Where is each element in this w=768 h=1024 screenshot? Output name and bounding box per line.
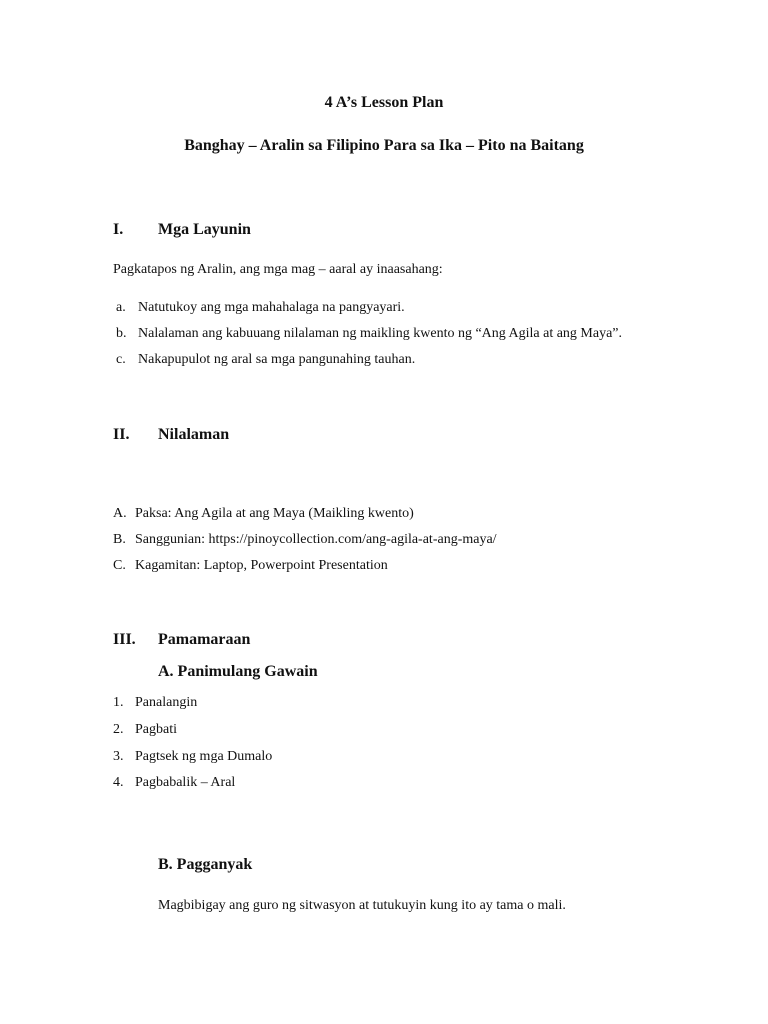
list-text: Natutukoy ang mga mahahalaga na pangyayari. <box>138 300 405 315</box>
list-item <box>113 775 513 795</box>
list-marker: 3. <box>113 749 124 764</box>
list-marker: c. <box>116 352 126 367</box>
list-marker: 2. <box>113 722 124 737</box>
section-heading-pamamaraan <box>113 631 513 653</box>
list-marker: a. <box>116 300 126 315</box>
list-text: Panalangin <box>135 695 198 710</box>
list-marker: 1. <box>113 695 124 710</box>
section-label: Mga Layunin <box>158 221 251 238</box>
list-item <box>113 695 513 715</box>
list-text: Pagbabalik – Aral <box>135 775 236 790</box>
section-number: II. <box>113 426 130 443</box>
list-item <box>116 352 716 372</box>
section-heading-nilalaman <box>113 426 513 448</box>
section-number: I. <box>113 221 124 238</box>
list-text: Sanggunian: https://pinoycollection.com/ang-agila-at-ang-maya/ <box>135 532 497 547</box>
list-item <box>116 326 716 346</box>
list-marker: 4. <box>113 775 124 790</box>
list-item <box>113 532 713 552</box>
document-subtitle: Banghay – Aralin sa Filipino Para sa Ika – Pito na Baitang <box>184 137 584 154</box>
list-item <box>116 300 716 320</box>
list-marker: B. <box>113 532 126 547</box>
document-title: 4 A’s Lesson Plan <box>324 94 444 111</box>
list-marker: b. <box>116 326 127 341</box>
list-item <box>113 749 513 769</box>
section-label: Nilalaman <box>158 426 230 443</box>
list-text: Pagtsek ng mga Dumalo <box>135 749 273 764</box>
section-label: Pamamaraan <box>158 631 251 648</box>
pagganyak-text: Magbibigay ang guro ng sitwasyon at tutukuyin kung ito ay tama o mali. <box>158 898 566 913</box>
list-text: Paksa: Ang Agila at ang Maya (Maikling kwento) <box>135 506 414 521</box>
list-item <box>113 506 713 526</box>
list-text: Nakapupulot ng aral sa mga pangunahing tauhan. <box>138 352 416 367</box>
list-text: Nalalaman ang kabuuang nilalaman ng maikling kwento ng “Ang Agila at ang Maya”. <box>138 326 623 341</box>
list-text: Pagbati <box>135 722 177 737</box>
subsection-heading-pagganyak: B. Pagganyak <box>158 856 253 873</box>
list-item <box>113 722 513 742</box>
section-heading-layunin <box>113 221 513 243</box>
list-text: Kagamitan: Laptop, Powerpoint Presentation <box>135 558 388 573</box>
section-number: III. <box>113 631 136 648</box>
list-marker: C. <box>113 558 126 573</box>
subsection-heading-panimulang-gawain: A. Panimulang Gawain <box>158 663 318 680</box>
list-marker: A. <box>113 506 127 521</box>
layunin-intro: Pagkatapos ng Aralin, ang mga mag – aaral ay inaasahang: <box>113 262 443 277</box>
list-item <box>113 558 713 578</box>
